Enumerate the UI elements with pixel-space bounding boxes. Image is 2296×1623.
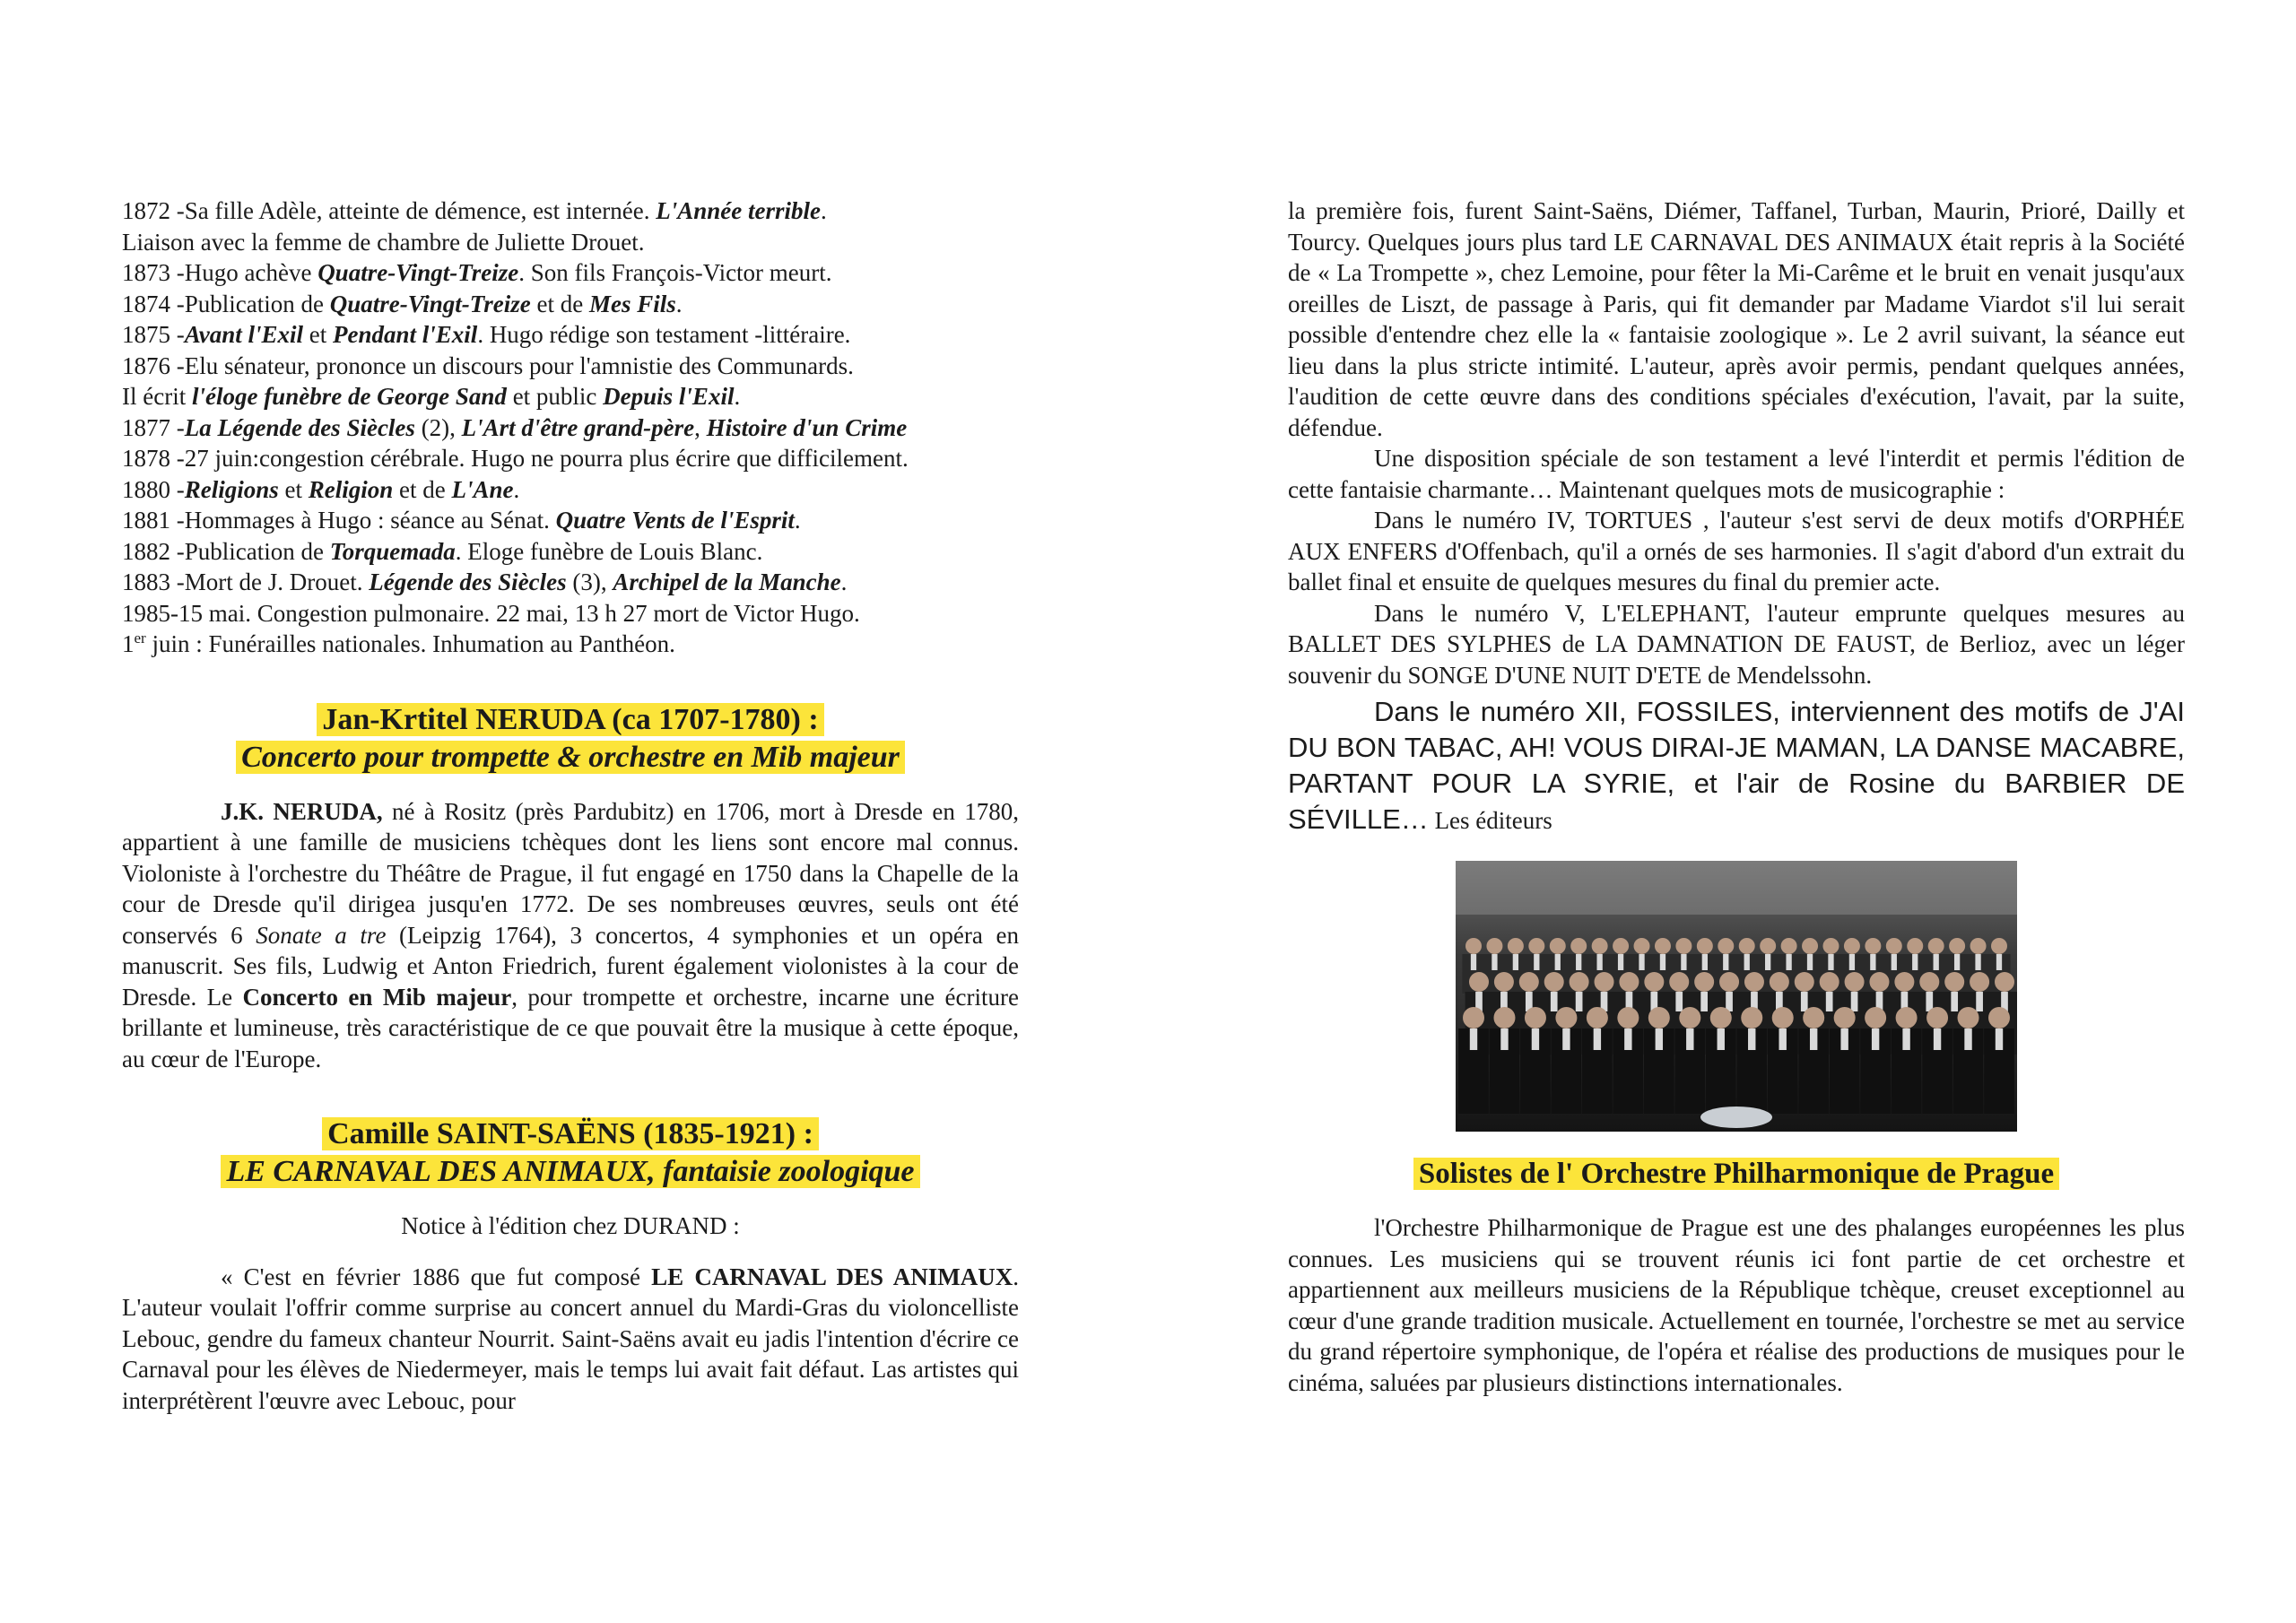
musician-shirt — [1951, 992, 1958, 1011]
musician-head — [1995, 972, 2014, 992]
saint-saens-subheading: LE CARNAVAL DES ANIMAUX, fantaisie zoologique — [221, 1155, 919, 1188]
musician-head — [1822, 938, 1839, 954]
musician-head — [1675, 938, 1692, 954]
musician-shirt — [1870, 954, 1875, 970]
chronology-line: 1881 -Hommages à Hugo : séance au Sénat. Quatre Vents de l'Esprit. — [122, 507, 801, 534]
chronology-line: 1880 -Religions et Religion et de L'Ane. — [122, 475, 520, 503]
musician-shirt — [1718, 1028, 1725, 1050]
saint-saens-heading: Camille SAINT-SAËNS (1835-1921) : LE CARNAVAL DES ANIMAUX, fantaisie zoologique — [122, 1115, 1019, 1191]
musician-head — [1570, 938, 1587, 954]
carnaval-continued-paragraph: la première fois, furent Saint-Saëns, Diémer, Taffanel, Turban, Maurin, Prioré, Dailly et Tourcy. Quelques jours plus tard LE CARNAVAL DES ANIMAUX était repris à la Société de « La Trompette », chez Lemoine, pour fêter la Mi-Carême et le bruit en venait jusqu'aux oreilles de Liszt, de passage à Paris, qui fit demander par Madame Viardot s'il lui serait possible d'entendre chez elle la « fantaisie zoologique ». Le 2 avril suivant, la séance eut lieu dans la plus stricte intimité. L'auteur, après avoir permis, pendant quelques années, l'audition de cette œuvre dans des conditions spéciales d'exécution, l'avait, par la suite, défendue. — [1288, 197, 2185, 441]
chronology-line: 1874 -Publication de Quatre-Vingt-Treize et de Mes Fils. — [122, 290, 683, 317]
musician-head — [1486, 938, 1502, 954]
musician-shirt — [1681, 954, 1686, 970]
chronology-line: 1er juin : Funérailles nationales. Inhumation au Panthéon. — [122, 629, 675, 657]
musician-head — [1869, 972, 1889, 992]
chronology-line: 1872 -Sa fille Adèle, atteinte de démence, est internée. L'Année terrible. — [122, 197, 827, 224]
musician-shirt — [1639, 954, 1644, 970]
musician-head — [1781, 938, 1797, 954]
musician-head — [1550, 938, 1566, 954]
musician-head — [1544, 972, 1564, 992]
musician-head — [1886, 938, 1902, 954]
musician-head — [1907, 938, 1923, 954]
fossiles-paragraph: Dans le numéro XII, FOSSILES, interviennent des motifs de J'AI DU BON TABAC, AH! VOUS DIRAI-JE MAMAN, LA DANSE MACABRE, PARTANT POUR LA SYRIE, et l'air de Rosine du BARBIER DE SÉVILLE… Les éditeurs — [1288, 696, 2185, 835]
musician-shirt — [1902, 1028, 1909, 1050]
musician-head — [1463, 1007, 1484, 1028]
musician-head — [1719, 972, 1739, 992]
musician-shirt — [1851, 992, 1858, 1011]
chronology-line: 1882 -Publication de Torquemada. Eloge funèbre de Louis Blanc. — [122, 537, 763, 565]
chronology-line: Liaison avec la femme de chambre de Juliette Drouet. — [122, 228, 645, 256]
musician-shirt — [1470, 1028, 1477, 1050]
musician-head — [1519, 972, 1539, 992]
musician-head — [1803, 1007, 1824, 1028]
musician-shirt — [1660, 954, 1665, 970]
musician-shirt — [1765, 954, 1770, 970]
hugo-chronology — [122, 195, 1019, 660]
musician-head — [1494, 972, 1514, 992]
musician-shirt — [1726, 992, 1733, 1011]
musician-head — [1508, 938, 1524, 954]
musician-head — [1644, 972, 1664, 992]
musician-head — [1865, 1007, 1886, 1028]
musician-shirt — [1618, 954, 1623, 970]
left-column — [122, 195, 1019, 1416]
musician-head — [1744, 972, 1764, 992]
musician-head — [1465, 938, 1482, 954]
musician-shirt — [1562, 1028, 1570, 1050]
musician-shirt — [1934, 1028, 1941, 1050]
musician-shirt — [1807, 954, 1813, 970]
musician-shirt — [1828, 954, 1833, 970]
chronology-line: 1877 -La Légende des Siècles (2), L'Art d'être grand-père, Histoire d'un Crime — [122, 413, 908, 441]
chronology-line: 1876 -Elu sénateur, prononce un discours pour l'amnistie des Communards. — [122, 352, 854, 379]
neruda-paragraph: J.K. NERUDA, né à Rositz (près Pardubitz) en 1706, mort à Dresde en 1780, appartient à une famille de musiciens tchèques dont les liens sont encore mal connus. Violoniste à l'orchestre du Théâtre de Prague, il fut engagé en 1750 dans la Chapelle de la cour de Dresde qu'il dirigea jusqu'en 1772. De ses nombreuses œuvres, seuls ont été conservés 6 Sonate a tre (Leipzig 1764), 3 concertos, 4 symphonies et un opéra en manuscrit. Ses fils, Ludwig et Anton Friedrich, furent également violonistes à la cour de Dresde. Le Concerto en Mib majeur, pour trompette et orchestre, incarne une écriture brillante et lumineuse, très caractéristique de ce que pouvait être la musique à cette époque, au cœur de l'Europe. — [122, 797, 1019, 1072]
musician-shirt — [1810, 1028, 1817, 1050]
musician-shirt — [1975, 954, 1980, 970]
musician-shirt — [1471, 954, 1476, 970]
musician-head — [1896, 1007, 1918, 1028]
musician-shirt — [1996, 954, 2002, 970]
musician-shirt — [1656, 1028, 1663, 1050]
testament-paragraph: Une disposition spéciale de son testament a levé l'interdit et permis l'édition de cette fantaisie charmante… Maintenant quelques mots de musicographie : — [1288, 445, 2185, 503]
musician-head — [1928, 938, 1944, 954]
musician-shirt — [1912, 954, 1918, 970]
musician-head — [1493, 1007, 1515, 1028]
chronology-line: 1883 -Mort de J. Drouet. Légende des Siècles (3), Archipel de la Manche. — [122, 568, 848, 595]
musician-shirt — [1534, 954, 1539, 970]
musician-shirt — [1801, 992, 1808, 1011]
musician-shirt — [1723, 954, 1728, 970]
musician-head — [1619, 972, 1639, 992]
musician-shirt — [1532, 1028, 1539, 1050]
musician-head — [1834, 1007, 1856, 1028]
musician-shirt — [1786, 954, 1791, 970]
musician-shirt — [1555, 954, 1561, 970]
musician-shirt — [1551, 992, 1558, 1011]
musician-head — [1958, 1007, 1979, 1028]
musician-head — [1587, 1007, 1608, 1028]
chronology-line: 1873 -Hugo achève Quatre-Vingt-Treize. Son fils François-Victor meurt. — [122, 259, 832, 286]
musician-head — [1697, 938, 1713, 954]
musician-shirt — [1964, 1028, 1971, 1050]
musician-head — [1669, 972, 1689, 992]
orchestra-paragraph: l'Orchestre Philharmonique de Prague est une des phalanges européennes les plus connues. Les musiciens qui se trouvent réunis ici font partie de cet orchestre et appartiennent aux meilleurs musiciens de la République tchèque, creuset exceptionnel au cœur d'une grande tradition musicale. Actuellement en tournée, l'orchestre se met au service du grand répertoire symphonique, de l'opéra et réalise des productions de musiques pour le cinéma, saluées par plusieurs distinctions internationales. — [1288, 1214, 2185, 1396]
chronology-line: Il écrit l'éloge funèbre de George Sand et public Depuis l'Exil. — [122, 383, 741, 410]
musician-head — [1555, 1007, 1577, 1028]
orchestra-photo — [1456, 861, 2017, 1132]
musician-head — [1844, 938, 1860, 954]
musician-shirt — [1748, 1028, 1755, 1050]
musician-shirt — [1849, 954, 1855, 970]
musician-head — [1845, 972, 1865, 992]
musician-head — [1970, 972, 1989, 992]
musician-shirt — [1702, 954, 1708, 970]
musician-head — [1741, 1007, 1762, 1028]
musician-head — [1970, 938, 1987, 954]
right-column — [1288, 195, 2185, 1398]
musician-shirt — [1513, 954, 1518, 970]
musician-head — [1865, 938, 1881, 954]
musician-head — [1739, 938, 1755, 954]
musician-shirt — [1996, 1028, 2003, 1050]
musician-head — [1919, 972, 1939, 992]
musician-head — [1710, 1007, 1732, 1028]
musician-head — [1570, 972, 1589, 992]
musician-head — [1648, 1007, 1670, 1028]
carnaval-paragraph: « C'est en février 1886 que fut composé LE CARNAVAL DES ANIMAUX. L'auteur voulait l'offrir comme surprise au concert annuel du Mardi-Gras du violoncelliste Lebouc, gendre du fameux chanteur Nourrit. Saint-Saëns avait eu jadis l'intention d'écrire ce Carnaval pour les élèves de Niedermeyer, mais le temps lui avait fait défaut. Las artistes qui interprétèrent l'œuvre avec Lebouc, pour — [122, 1263, 1019, 1414]
chronology-line: 1875 -Avant l'Exil et Pendant l'Exil. Hugo rédige son testament -littéraire. — [122, 321, 851, 348]
musician-shirt — [1934, 954, 1939, 970]
musician-head — [1770, 972, 1789, 992]
neruda-heading: Jan-Krtitel NERUDA (ca 1707-1780) : Concerto pour trompette & orchestre en Mib majeur — [122, 701, 1019, 777]
musician-shirt — [1840, 1028, 1848, 1050]
musician-shirt — [1700, 992, 1708, 1011]
musician-shirt — [1596, 954, 1602, 970]
musician-head — [1949, 938, 1965, 954]
musician-head — [1634, 938, 1650, 954]
musician-head — [1760, 938, 1776, 954]
musician-head — [1795, 972, 1814, 992]
musician-head — [1944, 972, 1964, 992]
musician-shirt — [1872, 1028, 1879, 1050]
musician-head — [1655, 938, 1671, 954]
orchestra-photo-wrap — [1288, 861, 2185, 1132]
musician-shirt — [1744, 954, 1750, 970]
musician-head — [1772, 1007, 1794, 1028]
musician-shirt — [1492, 954, 1497, 970]
musician-head — [1525, 1007, 1546, 1028]
musician-head — [1694, 972, 1714, 992]
musician-shirt — [1826, 992, 1833, 1011]
musician-shirt — [1675, 992, 1683, 1011]
musician-head — [1595, 972, 1614, 992]
musician-head — [1528, 938, 1544, 954]
neruda-subheading: Concerto pour trompette & orchestre en Mib majeur — [236, 741, 905, 774]
musician-shirt — [1976, 992, 1983, 1011]
musician-head — [1988, 1007, 2010, 1028]
musician-head — [1926, 1007, 1948, 1028]
musician-shirt — [1576, 992, 1583, 1011]
musician-head — [1469, 972, 1489, 992]
musician-shirt — [1892, 954, 1897, 970]
musician-shirt — [1500, 1028, 1508, 1050]
musician-shirt — [1954, 954, 1960, 970]
orchestra-heading: Solistes de l' Orchestre Philharmonique de Prague — [1288, 1155, 2185, 1193]
musician-head — [1617, 1007, 1639, 1028]
musician-head — [1802, 938, 1818, 954]
elephant-paragraph: Dans le numéro V, L'ELEPHANT, l'auteur emprunte quelques mesures au BALLET DES SYLPHES de LA DAMNATION DE FAUST, de Berlioz, avec un léger souvenir du SONGE D'UNE NUIT D'ETE de Mendelssohn. — [1288, 599, 2185, 689]
musician-head — [1894, 972, 1914, 992]
tortues-paragraph: Dans le numéro IV, TORTUES , l'auteur s'est servi de deux motifs d'ORPHÉE AUX ENFERS d'Offenbach, qu'il a ornés de ses harmonies. Il s'agit d'abord d'un extrait du ballet final et ensuite de quelques mesures du final du premier acte. — [1288, 507, 2185, 595]
chronology-line: 1878 -27 juin:congestion cérébrale. Hugo ne pourra plus écrire que difficilement. — [122, 445, 909, 472]
musician-head — [1991, 938, 2007, 954]
musician-head — [1613, 938, 1629, 954]
musician-head — [1679, 1007, 1700, 1028]
notice-line: Notice à l'édition chez DURAND : — [401, 1212, 740, 1239]
musician-head — [1718, 938, 1734, 954]
musician-shirt — [1576, 954, 1581, 970]
musician-shirt — [1624, 1028, 1631, 1050]
musician-shirt — [1779, 1028, 1787, 1050]
musician-shirt — [1594, 1028, 1601, 1050]
musician-head — [1592, 938, 1608, 954]
orchestra-photo-image — [1456, 861, 2017, 1132]
musician-shirt — [1686, 1028, 1693, 1050]
chronology-line: 1985-15 mai. Congestion pulmonaire. 22 mai, 13 h 27 mort de Victor Hugo. — [122, 599, 860, 627]
musician-head — [1820, 972, 1839, 992]
